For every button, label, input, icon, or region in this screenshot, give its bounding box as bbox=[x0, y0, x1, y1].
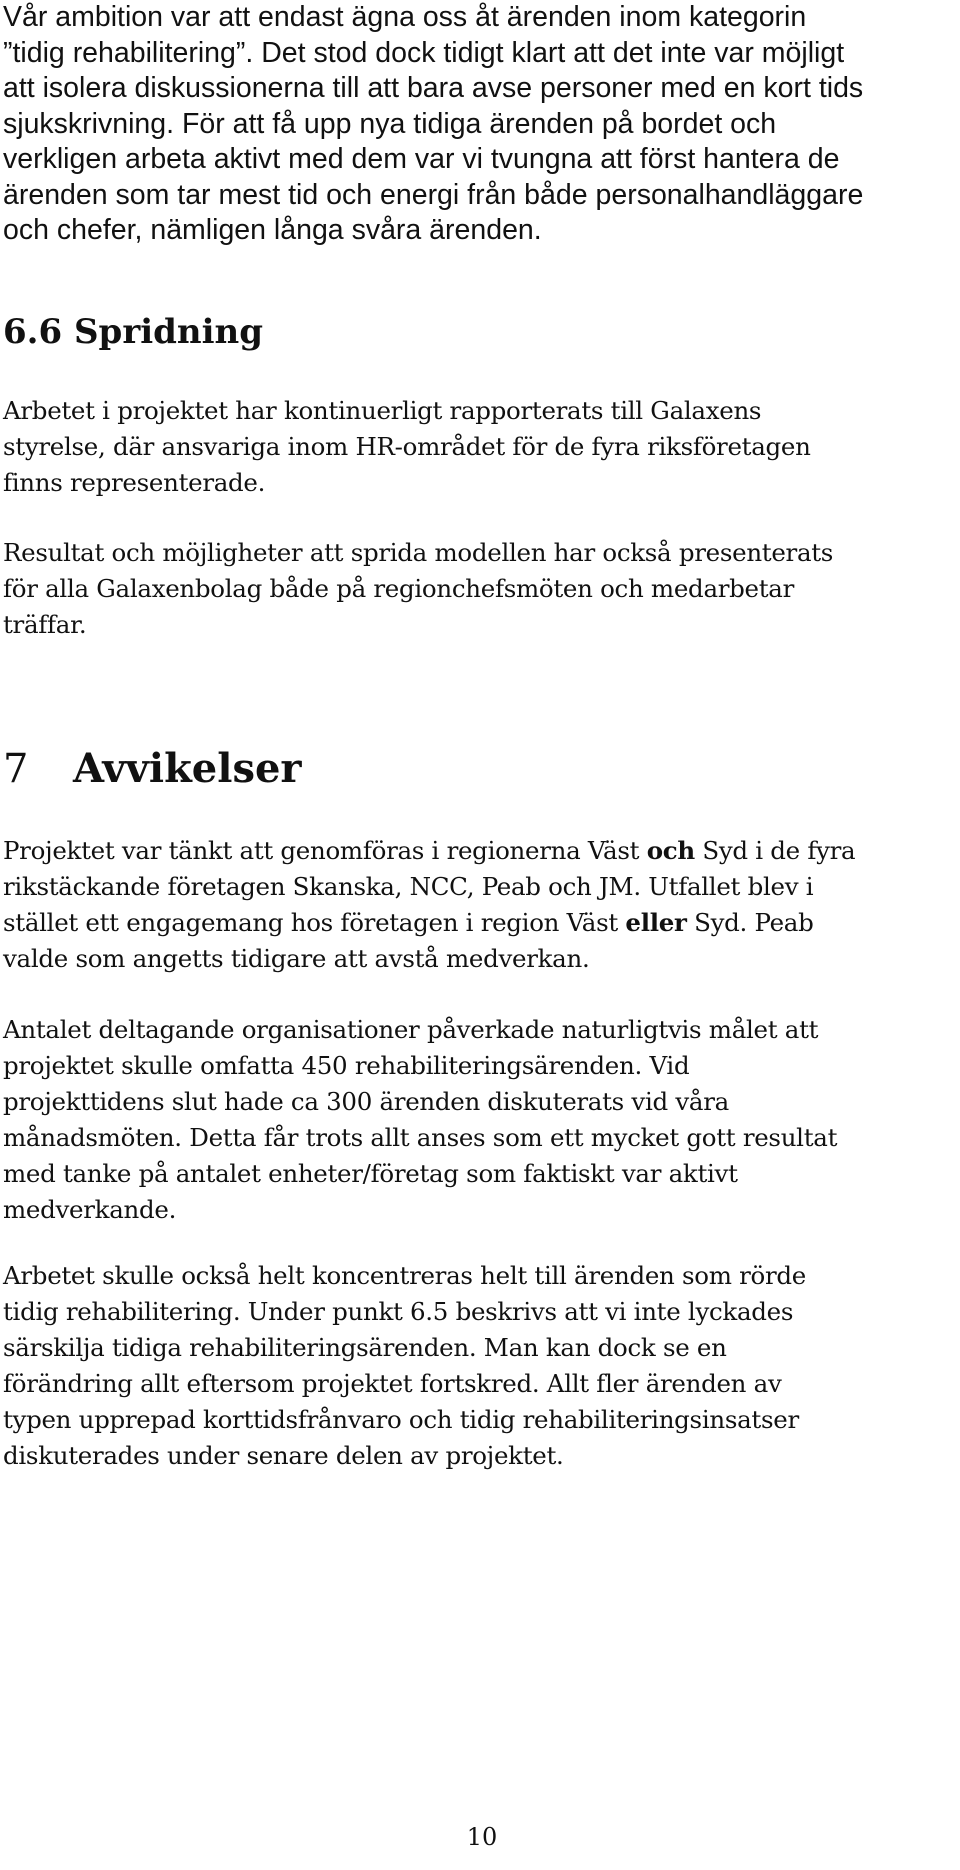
text-line: särskilja tidiga rehabiliteringsärenden. Man kan dock se en bbox=[3, 1333, 727, 1362]
text-line: diskuterades under senare delen av projektet. bbox=[3, 1441, 564, 1470]
text-line: månadsmöten. Detta får trots allt anses som ett mycket gott resultat bbox=[3, 1123, 838, 1152]
section-heading-7 bbox=[3, 745, 302, 793]
text-line: Antalet deltagande organisationer påverkade naturligtvis målet att bbox=[3, 1015, 819, 1044]
text-line: sjukskrivning. För att få upp nya tidiga ärenden på bordet och bbox=[3, 107, 777, 140]
text-line: medverkande. bbox=[3, 1195, 177, 1224]
text-line: med tanke på antalet enheter/företag som faktiskt var aktivt bbox=[3, 1159, 738, 1188]
bold-word: och bbox=[646, 836, 695, 865]
text-run: Projektet var tänkt att genomföras i regionerna Väst bbox=[3, 836, 647, 865]
text-line: rikstäckande företagen Skanska, NCC, Peab och JM. Utfallet blev i bbox=[3, 872, 814, 901]
text-line: Vår ambition var att endast ägna oss åt ärenden inom kategorin bbox=[3, 1, 807, 33]
section-number: 7 bbox=[3, 746, 29, 792]
spridning-paragraph-1 bbox=[3, 393, 811, 501]
text-line: Resultat och möjligheter att sprida modellen har också presenterats bbox=[3, 538, 834, 567]
text-line: valde som angetts tidigare att avstå medverkan. bbox=[3, 944, 590, 973]
text-run: Syd. Peab bbox=[686, 908, 814, 937]
text-run: stället ett engagemang hos företagen i region Väst bbox=[3, 908, 626, 937]
text-run: Syd i de fyra bbox=[694, 836, 856, 865]
page-number: 10 bbox=[466, 1823, 498, 1851]
text-line bbox=[3, 905, 855, 941]
intro-paragraph bbox=[3, 0, 863, 249]
text-line: ärenden som tar mest tid och energi från både personalhandläggare bbox=[3, 178, 864, 211]
avvikelser-paragraph-1 bbox=[3, 833, 855, 977]
text-line: ”tidig rehabilitering”. Det stod dock tidigt klart att det inte var möjligt bbox=[3, 36, 845, 69]
avvikelser-paragraph-3 bbox=[3, 1258, 806, 1474]
text-line: styrelse, där ansvariga inom HR-området för de fyra riksföretagen bbox=[3, 432, 811, 461]
bold-word: eller bbox=[625, 908, 687, 937]
section-title: Avvikelser bbox=[73, 745, 302, 792]
text-line: förändring allt eftersom projektet fortskred. Allt fler ärenden av bbox=[3, 1369, 782, 1398]
text-line: och chefer, nämligen långa svåra ärenden. bbox=[3, 214, 542, 246]
text-line: typen upprepad korttidsfrånvaro och tidig rehabiliteringsinsatser bbox=[3, 1405, 799, 1434]
text-line: träffar. bbox=[3, 610, 87, 639]
section-heading-6-6: 6.6 Spridning bbox=[3, 312, 264, 352]
text-line: att isolera diskussionerna till att bara avse personer med en kort tids bbox=[3, 72, 864, 104]
text-line: projekttidens slut hade ca 300 ärenden diskuterats vid våra bbox=[3, 1087, 729, 1116]
text-line: projektet skulle omfatta 450 rehabiliteringsärenden. Vid bbox=[3, 1051, 690, 1080]
avvikelser-paragraph-2 bbox=[3, 1012, 837, 1228]
spridning-paragraph-2 bbox=[3, 535, 833, 643]
text-line: finns representerade. bbox=[3, 468, 266, 497]
text-line bbox=[3, 833, 855, 869]
text-line: för alla Galaxenbolag både på regionchefsmöten och medarbetar bbox=[3, 574, 795, 603]
text-line: Arbetet skulle också helt koncentreras helt till ärenden som rörde bbox=[3, 1261, 806, 1290]
text-line: verkligen arbeta aktivt med dem var vi tvungna att först hantera de bbox=[3, 143, 840, 175]
text-line: Arbetet i projektet har kontinuerligt rapporterats till Galaxens bbox=[3, 396, 762, 425]
text-line: tidig rehabilitering. Under punkt 6.5 beskrivs att vi inte lyckades bbox=[3, 1297, 794, 1326]
